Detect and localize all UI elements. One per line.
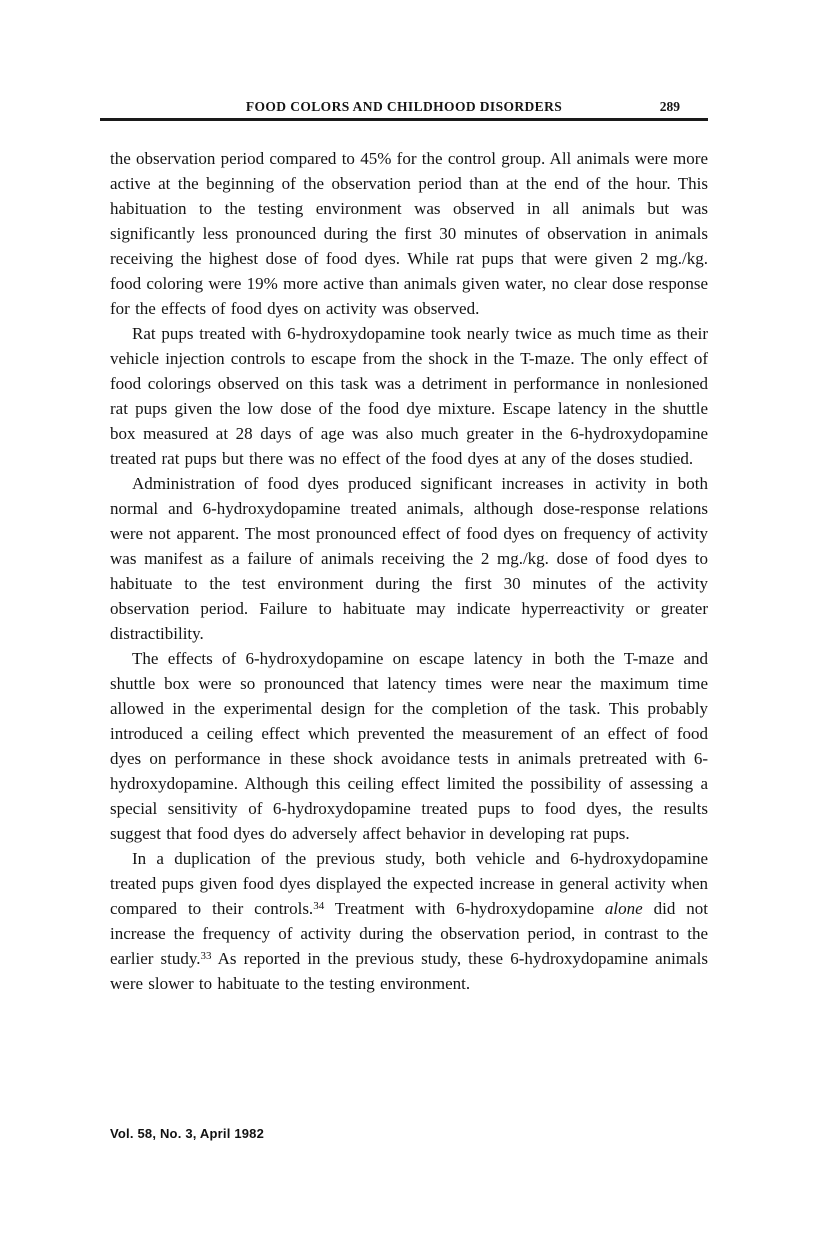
page-number: 289 bbox=[659, 99, 680, 114]
paragraph bbox=[110, 646, 708, 846]
paragraph bbox=[110, 321, 708, 471]
text-run: Rat pups treated with 6-hydroxydopamine took nearly twice as much time as their vehicle injection controls to escape from the shock in the T-maze. The only effect of food colorings observed on this task was a detriment in performance in nonlesioned rat pups given the low dose of the food dye mixture. Escape latency in the shuttle box measured at 28 days of age was also much greater in the 6-hydroxydopamine treated rat pups but there was no effect of the food dyes at any of the doses studied. bbox=[110, 324, 708, 468]
running-head bbox=[100, 99, 708, 119]
paragraph bbox=[110, 846, 708, 996]
text-run: did not increase the frequency of activity during the observation period, in contrast to the earlier study. bbox=[110, 899, 708, 968]
text-run: As reported in the previous study, these 6-hydroxydopamine animals were slower to habituate to the testing environment. bbox=[110, 949, 709, 993]
journal-footline: Vol. 58, No. 3, April 1982 bbox=[110, 1126, 265, 1141]
text-run: Administration of food dyes produced significant increases in activity in both normal and 6-hydroxydopamine treated animals, although dose-response relations were not apparent. The most pronounced effect of food dyes on frequency of activity was manifest as a failure of animals receiving the 2 mg./kg. dose of food dyes to habituate to the test environment during the first 30 minutes of the activity observation period. Failure to habituate may indicate hyperreactivity or greater distractibility. bbox=[110, 474, 708, 643]
citation-superscript: 34 bbox=[313, 900, 325, 913]
article-body bbox=[110, 146, 708, 996]
text-run: Treatment with 6-hydroxydopamine bbox=[324, 899, 605, 918]
text-run: The effects of 6-hydroxydopamine on escape latency in both the T-maze and shuttle box were so pronounced that latency times were near the maximum time allowed in the experimental design for the completion of the task. This probably introduced a ceiling effect which prevented the measurement of an effect of food dyes on performance in these shock avoidance tests in animals pretreated with 6-hydroxydopamine. Although this ceiling effect limited the possibility of assessing a special sensitivity of 6-hydroxydopamine treated pups to food dyes, the results suggest that food dyes do adversely affect behavior in developing rat pups. bbox=[110, 649, 708, 843]
running-head-title: FOOD COLORS AND CHILDHOOD DISORDERS bbox=[245, 99, 563, 114]
text-run: the observation period compared to 45% for the control group. All animals were more active at the beginning of the observation period than at the end of the hour. This habituation to the testing environment was observed in all animals but was significantly less pronounced during the first 30 minutes of observation in animals receiving the highest dose of food dyes. While rat pups that were given 2 mg./kg. food coloring were 19% more active than animals given water, no clear dose response for the effects of food dyes on activity was observed. bbox=[110, 149, 708, 318]
paragraph bbox=[110, 146, 708, 321]
citation-superscript: 33 bbox=[200, 950, 212, 963]
paragraph bbox=[110, 471, 708, 646]
header-rule bbox=[100, 118, 708, 121]
italic-text: alone bbox=[604, 899, 643, 918]
text-run: In a duplication of the previous study, both vehicle and 6-hydroxydopamine treated pups given food dyes displayed the expected increase in general activity when compared to their controls. bbox=[110, 849, 708, 918]
